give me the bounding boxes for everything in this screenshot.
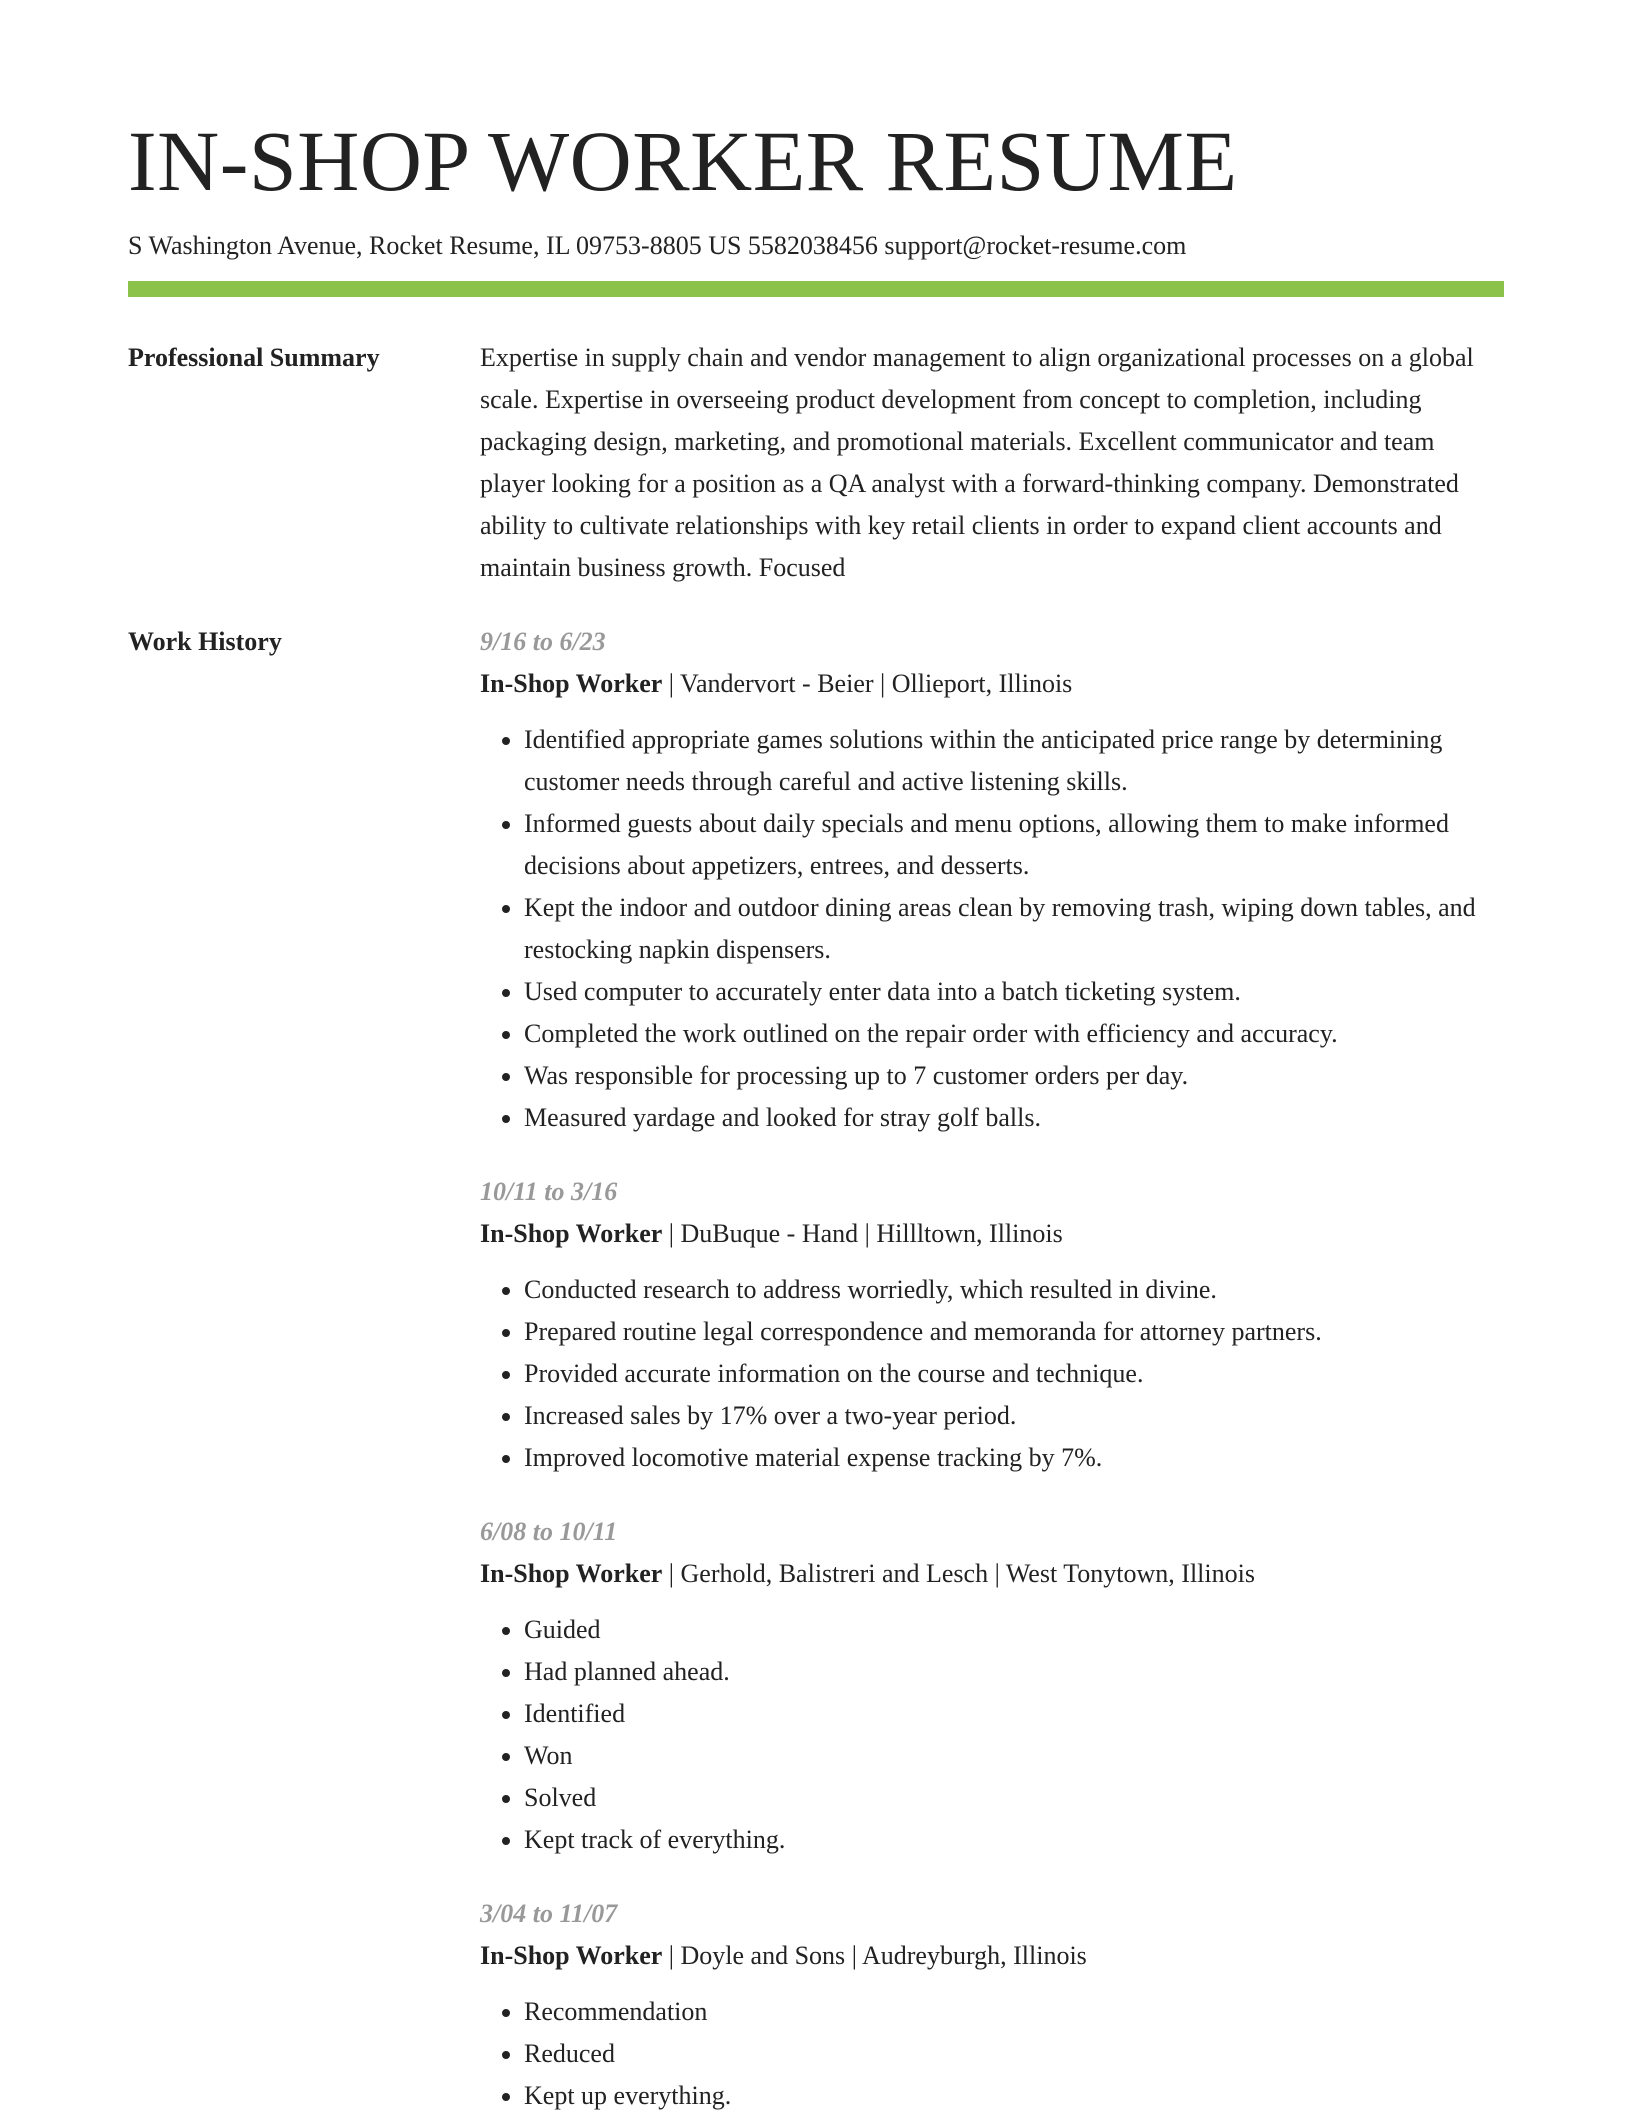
list-item: • Recommendation bbox=[524, 1991, 1504, 2033]
header-divider bbox=[128, 281, 1504, 297]
list-item: • Solved bbox=[524, 1777, 1504, 1819]
job-heading bbox=[480, 1553, 1504, 1595]
summary-text: Expertise in supply chain and vendor management to align organizational processes on a global scale. Expertise in overseeing product development from concept to completion, including packaging design, marketing, and promotional materials. Excellent communicator and team player looking for a position as a QA analyst with a forward-thinking company. Demonstrated ability to cultivate relationships with key retail clients in order to expand client accounts and maintain business growth. Focused bbox=[480, 343, 1474, 583]
job-location: Ollieport, Illinois bbox=[891, 669, 1073, 699]
job-separator: | bbox=[662, 1559, 681, 1589]
resume-page bbox=[128, 113, 1504, 2117]
job-title: In-Shop Worker bbox=[480, 1219, 663, 1249]
job-heading bbox=[480, 1213, 1504, 1255]
list-item: • Identified appropriate games solutions within the anticipated price range by determining customer needs through careful and active listening skills. bbox=[524, 719, 1504, 803]
contact-line: S Washington Avenue, Rocket Resume, IL 09753-8805 US 5582038456 support@rocket-resume.com bbox=[128, 231, 1187, 260]
list-item: • Used computer to accurately enter data into a batch ticketing system. bbox=[524, 971, 1504, 1013]
job-title: In-Shop Worker bbox=[480, 1941, 663, 1971]
job-title: In-Shop Worker bbox=[480, 669, 663, 699]
job-separator: | bbox=[662, 1941, 681, 1971]
summary-section bbox=[128, 337, 1504, 589]
list-item: • Guided bbox=[524, 1609, 1504, 1651]
list-item: • Won bbox=[524, 1735, 1504, 1777]
job-company: Gerhold, Balistreri and Lesch bbox=[680, 1559, 989, 1589]
list-item: • Measured yardage and looked for stray golf balls. bbox=[524, 1097, 1504, 1139]
list-item: • Prepared routine legal correspondence and memoranda for attorney partners. bbox=[524, 1311, 1504, 1353]
job-bullet-list bbox=[480, 719, 1504, 1139]
list-item: • Conducted research to address worriedly, which resulted in divine. bbox=[524, 1269, 1504, 1311]
job-separator: | bbox=[873, 669, 892, 699]
list-item: • Had planned ahead. bbox=[524, 1651, 1504, 1693]
job-dates: 6/08 to 10/11 bbox=[480, 1517, 618, 1547]
job-dates: 9/16 to 6/23 bbox=[480, 627, 606, 657]
list-item: • Improved locomotive material expense tracking by 7%. bbox=[524, 1437, 1504, 1479]
summary-label: Professional Summary bbox=[128, 343, 380, 373]
job-entry bbox=[480, 1171, 1504, 1479]
job-entry bbox=[480, 1511, 1504, 1861]
list-item: • Identified bbox=[524, 1693, 1504, 1735]
job-location: West Tonytown, Illinois bbox=[1005, 1559, 1255, 1589]
job-dates: 10/11 to 3/16 bbox=[480, 1177, 618, 1207]
job-heading bbox=[480, 1935, 1504, 1977]
job-dates: 3/04 to 11/07 bbox=[480, 1899, 618, 1929]
job-bullet-list bbox=[480, 1269, 1504, 1479]
work-history-section bbox=[128, 621, 1504, 2117]
list-item: • Increased sales by 17% over a two-year period. bbox=[524, 1395, 1504, 1437]
job-company: DuBuque - Hand bbox=[680, 1219, 859, 1249]
resume-title: IN-SHOP WORKER RESUME bbox=[128, 113, 1238, 209]
job-entry bbox=[480, 1893, 1504, 2117]
job-separator: | bbox=[662, 1219, 681, 1249]
work-history-label: Work History bbox=[128, 627, 282, 657]
job-location: Audreyburgh, Illinois bbox=[861, 1941, 1087, 1971]
job-company: Doyle and Sons bbox=[680, 1941, 846, 1971]
list-item: • Informed guests about daily specials and menu options, allowing them to make informed decisions about appetizers, entrees, and desserts. bbox=[524, 803, 1504, 887]
summary-body bbox=[480, 337, 1504, 589]
list-item: • Kept the indoor and outdoor dining areas clean by removing trash, wiping down tables, and restocking napkin dispensers. bbox=[524, 887, 1504, 971]
job-separator: | bbox=[845, 1941, 862, 1971]
list-item: • Kept up everything. bbox=[524, 2075, 1504, 2117]
job-bullet-list bbox=[480, 1609, 1504, 1861]
list-item: • Reduced bbox=[524, 2033, 1504, 2075]
job-heading bbox=[480, 663, 1504, 705]
job-location: Hillltown, Illinois bbox=[876, 1219, 1063, 1249]
job-separator: | bbox=[858, 1219, 877, 1249]
list-item: • Completed the work outlined on the repair order with efficiency and accuracy. bbox=[524, 1013, 1504, 1055]
job-separator: | bbox=[988, 1559, 1006, 1589]
job-bullet-list bbox=[480, 1991, 1504, 2117]
list-item: • Was responsible for processing up to 7 customer orders per day. bbox=[524, 1055, 1504, 1097]
list-item: • Provided accurate information on the course and technique. bbox=[524, 1353, 1504, 1395]
work-history-body bbox=[480, 621, 1504, 2117]
job-separator: | bbox=[662, 669, 681, 699]
list-item: • Kept track of everything. bbox=[524, 1819, 1504, 1861]
job-title: In-Shop Worker bbox=[480, 1559, 663, 1589]
job-entry bbox=[480, 621, 1504, 1139]
job-company: Vandervort - Beier bbox=[680, 669, 874, 699]
